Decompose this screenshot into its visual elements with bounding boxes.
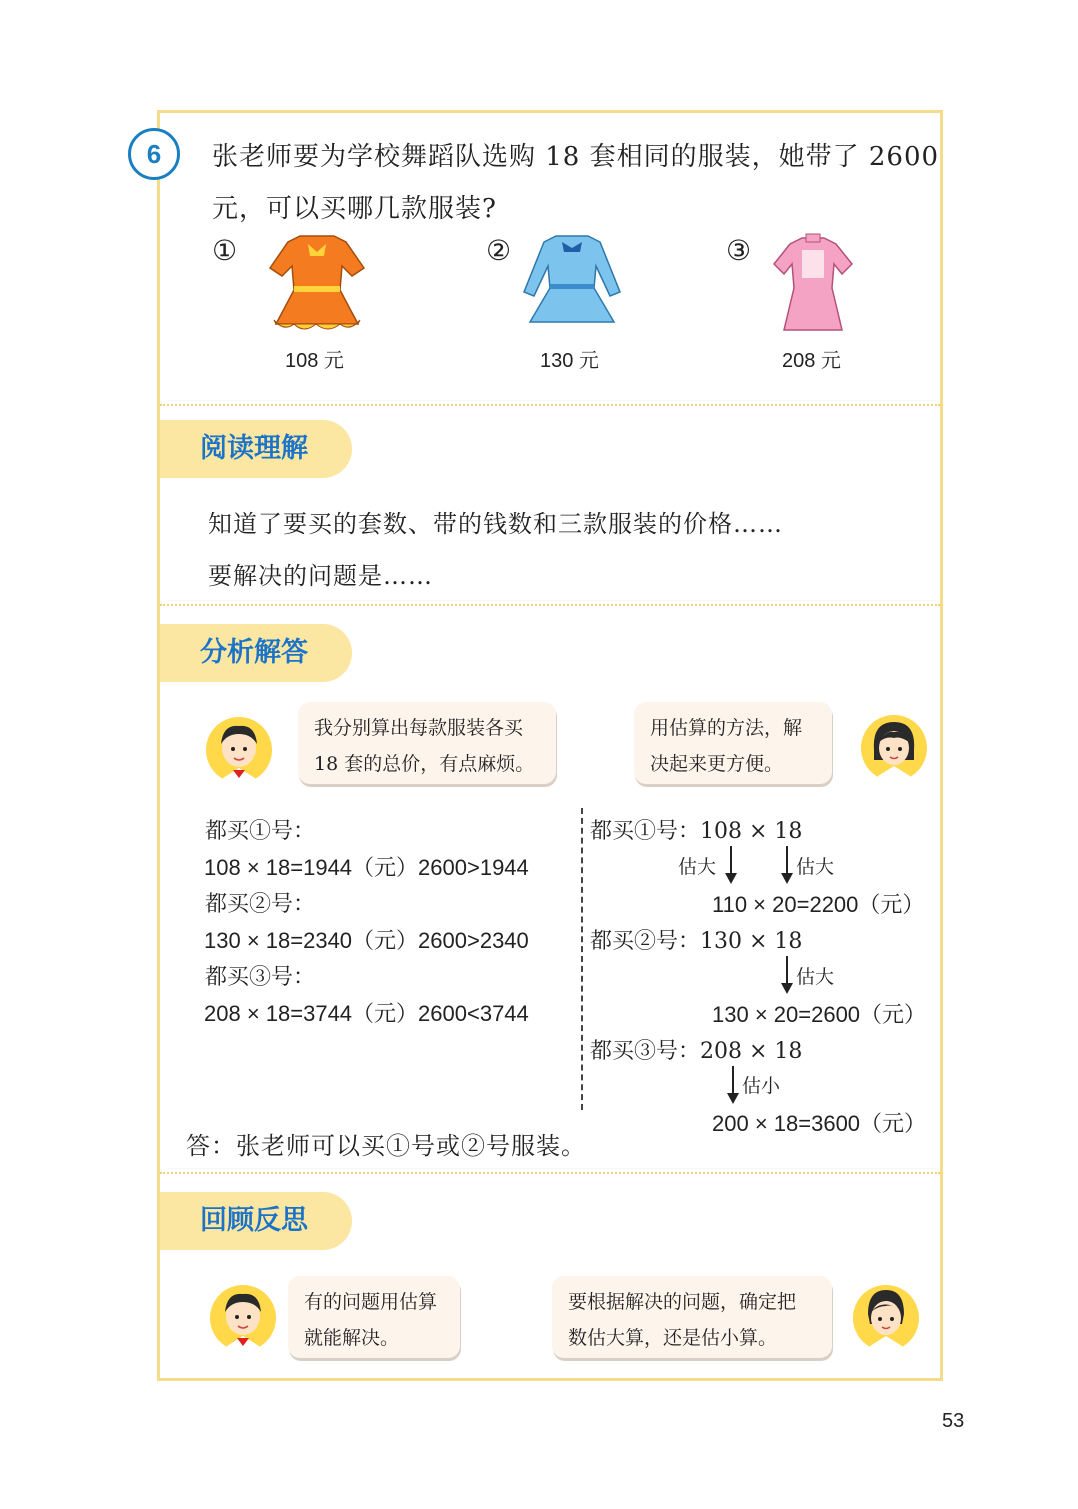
boy-speech-bubble-1: [298, 702, 556, 784]
section-tag-read: 阅读理解: [160, 420, 352, 478]
left-calc-label-1: 都买①号：: [205, 819, 316, 844]
bubble-line: 就能解决。: [304, 1327, 400, 1349]
bubble-line: 我分别算出每款服装各买: [314, 717, 524, 739]
estimate-up-label-1b: 估大: [796, 856, 835, 878]
bubble-line: 要根据解决的问题，确定把: [568, 1291, 797, 1313]
bubble-line: 18 套的总价，有点麻烦。: [314, 753, 535, 775]
costume-price-1: 108 元: [285, 350, 344, 372]
section-tag-analyze: 分析解答: [160, 624, 352, 682]
question-line-2: 元，可以买哪几款服装?: [212, 194, 497, 224]
answer-text: 答：张老师可以买①号或②号服装。: [186, 1132, 586, 1160]
bubble-line: 数估大算，还是估小算。: [568, 1327, 778, 1349]
boy-speech-bubble-2: [288, 1276, 460, 1358]
arrow-down-icon: [732, 1066, 734, 1094]
right-calc-label-2: 都买②号：130 × 18: [590, 929, 803, 954]
left-calc-result-3: 208 × 18=3744（元）2600<3744: [204, 1001, 529, 1026]
divider-2: [160, 604, 940, 606]
left-calc-result-2: 130 × 18=2340（元）2600>2340: [204, 928, 529, 953]
girl-speech-bubble-2: [552, 1276, 832, 1358]
costume-number-2: ②: [486, 234, 512, 267]
bubble-line: 有的问题用估算: [304, 1291, 438, 1313]
right-calc-label-1: 都买①号：108 × 18: [590, 819, 803, 844]
costume-price-3: 208 元: [782, 350, 841, 372]
arrow-head-icon: [727, 1093, 739, 1104]
boy-avatar-icon-2: [209, 1284, 277, 1354]
arrow-down-icon: [786, 956, 788, 984]
arrow-head-icon: [781, 873, 793, 884]
question-number: 6: [128, 128, 180, 180]
estimate-down-label-3: 估小: [742, 1075, 781, 1097]
arrow-down-icon: [786, 846, 788, 874]
calc-column-divider: [581, 808, 583, 1110]
right-calc-result-3: 200 × 18=3600（元）: [712, 1111, 927, 1136]
page-number: 53: [942, 1410, 965, 1432]
left-calc-label-2: 都买②号：: [205, 892, 316, 917]
divider-3: [160, 1172, 940, 1174]
boy-avatar-icon: [205, 716, 273, 786]
right-calc-result-1: 110 × 20=2200（元）: [712, 892, 925, 917]
arrow-head-icon: [781, 983, 793, 994]
section-tag-review: 回顾反思: [160, 1192, 352, 1250]
costume-price-2: 130 元: [540, 350, 599, 372]
left-calc-result-1: 108 × 18=1944（元）2600>1944: [204, 855, 529, 880]
girl-speech-bubble-1: [634, 702, 832, 784]
orange-dress-icon: [264, 232, 370, 337]
arrow-head-icon: [725, 873, 737, 884]
reading-line-2: 要解决的问题是……: [208, 562, 433, 590]
right-calc-result-2: 130 × 20=2600（元）: [712, 1002, 927, 1027]
question-line-1: 张老师要为学校舞蹈队选购 18 套相同的服装，她带了 2600: [212, 142, 940, 172]
bubble-line: 决起来更方便。: [650, 753, 784, 775]
arrow-down-icon: [730, 846, 732, 874]
costume-number-3: ③: [726, 234, 752, 267]
divider-1: [160, 404, 940, 406]
blue-dress-icon: [522, 232, 622, 332]
right-calc-label-3: 都买③号：208 × 18: [590, 1039, 803, 1064]
left-calc-label-3: 都买③号：: [205, 965, 316, 990]
bubble-line: 用估算的方法，解: [650, 717, 803, 739]
girl-avatar-icon: [860, 714, 928, 784]
estimate-up-label-1a: 估大: [678, 856, 717, 878]
costume-number-1: ①: [212, 234, 238, 267]
pink-dress-icon: [772, 232, 854, 336]
estimate-up-label-2: 估大: [796, 966, 835, 988]
reading-line-1: 知道了要买的套数、带的钱数和三款服装的价格……: [208, 510, 783, 538]
girl-avatar-icon-2: [852, 1284, 920, 1354]
